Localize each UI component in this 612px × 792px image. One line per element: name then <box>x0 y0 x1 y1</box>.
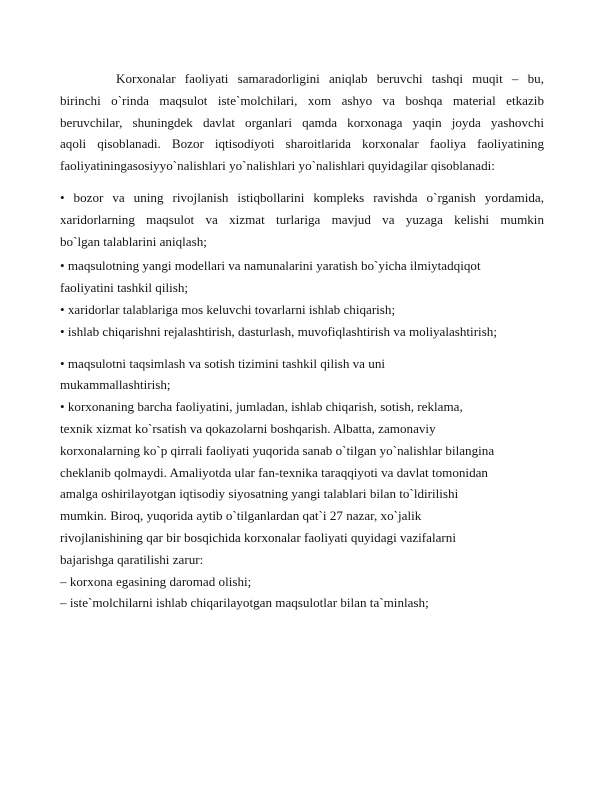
text-line: texnik xizmat ko`rsatish va qokazolarni boshqarish. Albatta, zamonaviy <box>60 420 436 436</box>
text-line: • maqsulotning yangi modellari va namunalarini yaratish bo`yicha ilmiytadqiqot <box>60 258 481 274</box>
bullet-block-market-research <box>60 187 544 252</box>
text-line: beruvchilar, shuningdek davlat organlari qamda korxonaga yaqin joyda yashovchi <box>60 114 544 130</box>
text-line: • bozor va uning rivojlanish istiqbollarini kompleks ravishda o`rganish yordamida, <box>60 189 544 205</box>
text-line: • korxonaning barcha faoliyatini, jumladan, ishlab chiqarish, sotish, reklama, <box>60 399 463 415</box>
text-line: • maqsulotni taqsimlash va sotish tizimini tashkil qilish va uni <box>60 355 386 371</box>
text-line: faoliyatiningasosiyyo`nalishlari yo`nalishlari yo`nalishlari quyidagilar qisoblanadi: <box>60 158 495 174</box>
text-line: ‒ korxona egasining daromad olishi; <box>60 573 252 589</box>
text-line: bo`lgan talablarini aniqlash; <box>60 233 207 249</box>
text-line: korxonalarning ko`p qirrali faoliyati yuqorida sanab o`tilgan yo`nalishlar bilangina <box>60 442 495 458</box>
text-line: ‒ iste`molchilarni ishlab chiqarilayotgan maqsulotlar bilan ta`minlash; <box>60 595 429 611</box>
document-page <box>60 68 544 614</box>
text-line: rivojlanishining qar bir bosqichida korxonalar faoliyati quyidagi vazifalarni <box>60 529 456 545</box>
text-line: • ishlab chiqarishni rejalashtirish, dasturlash, muvofiqlashtirish va moliyalashtirish; <box>60 323 497 339</box>
text-line: cheklanib qolmaydi. Amaliyotda ular fan-texnika taraqqiyoti va davlat tomonidan <box>60 464 488 480</box>
text-line: mumkin. Biroq, yuqorida aytib o`tilganlardan qat`i 27 nazar, xo`jalik <box>60 508 422 524</box>
text-line: faoliyatini tashkil qilish; <box>60 280 189 296</box>
text-line: Korxonalar faoliyati samaradorligini aniqlab beruvchi tashqi muqit – bu, <box>116 71 544 86</box>
intro-paragraph <box>60 68 544 177</box>
text-line: bajarishga qaratilishi zarur: <box>60 551 204 567</box>
text-line: • xaridorlar talablariga mos keluvchi tovarlarni ishlab chiqarish; <box>60 301 396 317</box>
bullet-block-distribution <box>60 353 544 615</box>
text-line: amalga oshirilayotgan iqtisodiy siyosatning yangi talablari bilan to`ldirilishi <box>60 486 459 502</box>
text-line: xaridorlarning maqsulot va xizmat turlariga mavjud va yuzaga kelishi mumkin <box>60 211 544 227</box>
text-line: birinchi o`rinda maqsulot iste`molchilari, xom ashyo va boshqa material etkazib <box>60 92 544 108</box>
bullet-block-production <box>60 255 544 342</box>
text-line: mukammallashtirish; <box>60 377 171 393</box>
text-line: aqoli qisoblanadi. Bozor iqtisodiyoti sharoitlarida korxonalar faoliya faoliyatining <box>60 136 544 152</box>
